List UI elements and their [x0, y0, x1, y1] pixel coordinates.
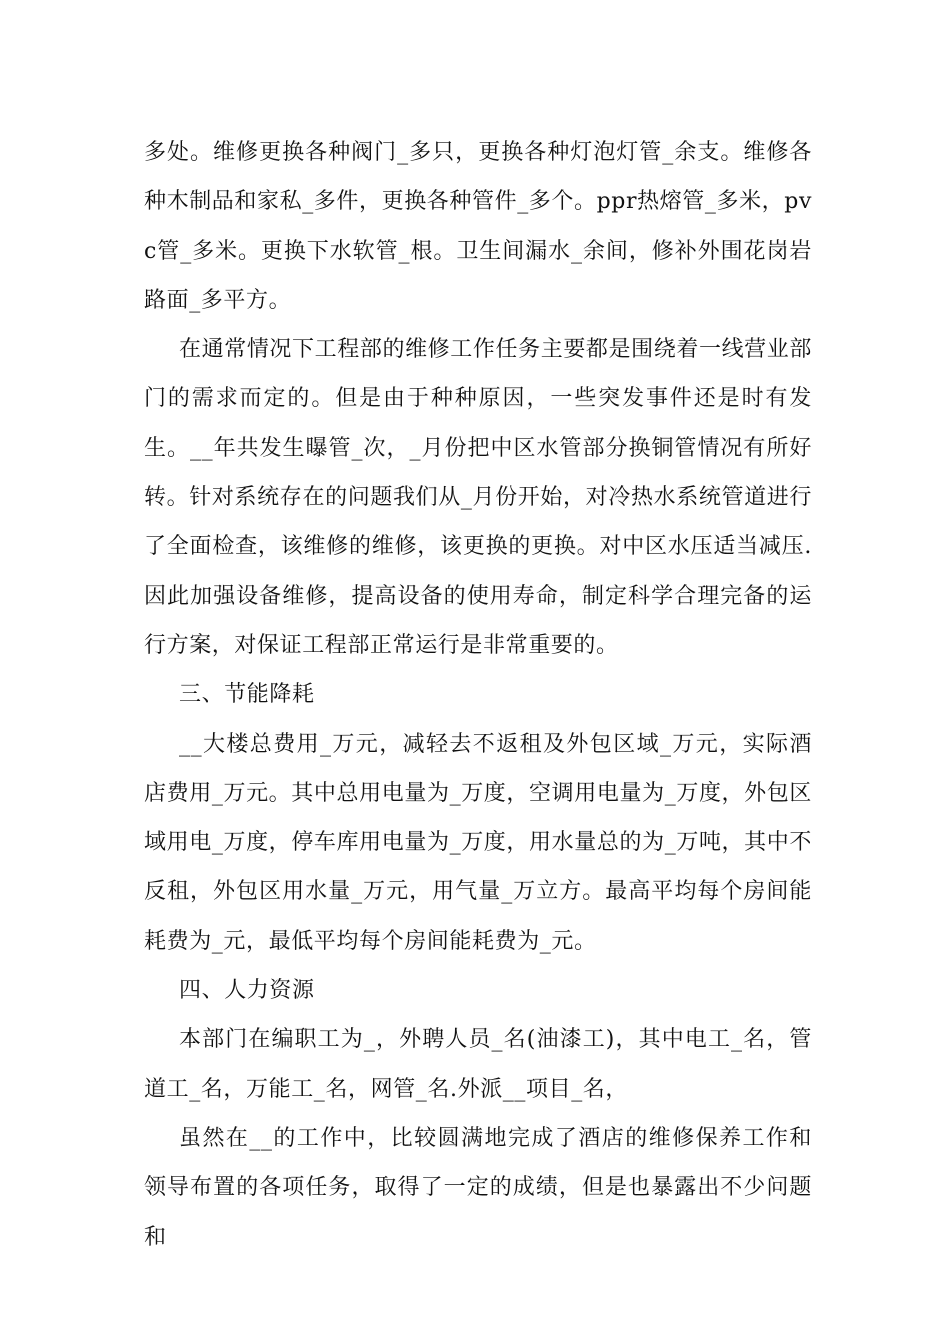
paragraph-staffing: 本部门在编职工为_，外聘人员_名(油漆工)，其中电工_名，管道工_名，万能工_名，网管_名.外派__项目_名， [144, 1027, 812, 1102]
section-heading-human-resources: 四、人力资源 [179, 978, 315, 1004]
document-body [144, 128, 812, 1262]
paragraph-energy-costs: __大楼总费用_万元，减轻去不返租及外包区域_万元，实际酒店费用_万元。其中总用电量为_万度，空调用电量为_万度，外包区域用电_万度，停车库用电量为_万度，用水量总的为_万吨，其中不反租，外包区用水量_万元，用气量_万立方。最高平均每个房间能耗费为_元，最低平均每个房间能耗费为_元。 [144, 731, 812, 954]
section-heading-energy-saving: 三、节能降耗 [179, 682, 315, 708]
paragraph-repair-tasks: 在通常情况下工程部的维修工作任务主要都是围绕着一线营业部门的需求而定的。但是由于种种原因，一些突发事件还是时有发生。__年共发生曝管_次，_月份把中区水管部分换铜管情况有所好转。针对系统存在的问题我们从_月份开始，对冷热水系统管道进行了全面检查，该维修的维修，该更换的更换。对中区水压适当减压.因此加强设备维修，提高设备的使用寿命，制定科学合理完备的运行方案，对保证工程部正常运行是非常重要的。 [144, 337, 812, 658]
paragraph-repairs-list: 多处。维修更换各种阀门_多只，更换各种灯泡灯管_余支。维修各种木制品和家私_多件，更换各种管件_多个。ppr热熔管_多米，pvc管_多米。更换下水软管_根。卫生间漏水_余间，修补外围花岗岩路面_多平方。 [144, 140, 812, 313]
paragraph-summary: 虽然在__的工作中，比较圆满地完成了酒店的维修保养工作和领导布置的各项任务，取得了一定的成绩，但是也暴露出不少问题和 [144, 1125, 812, 1250]
